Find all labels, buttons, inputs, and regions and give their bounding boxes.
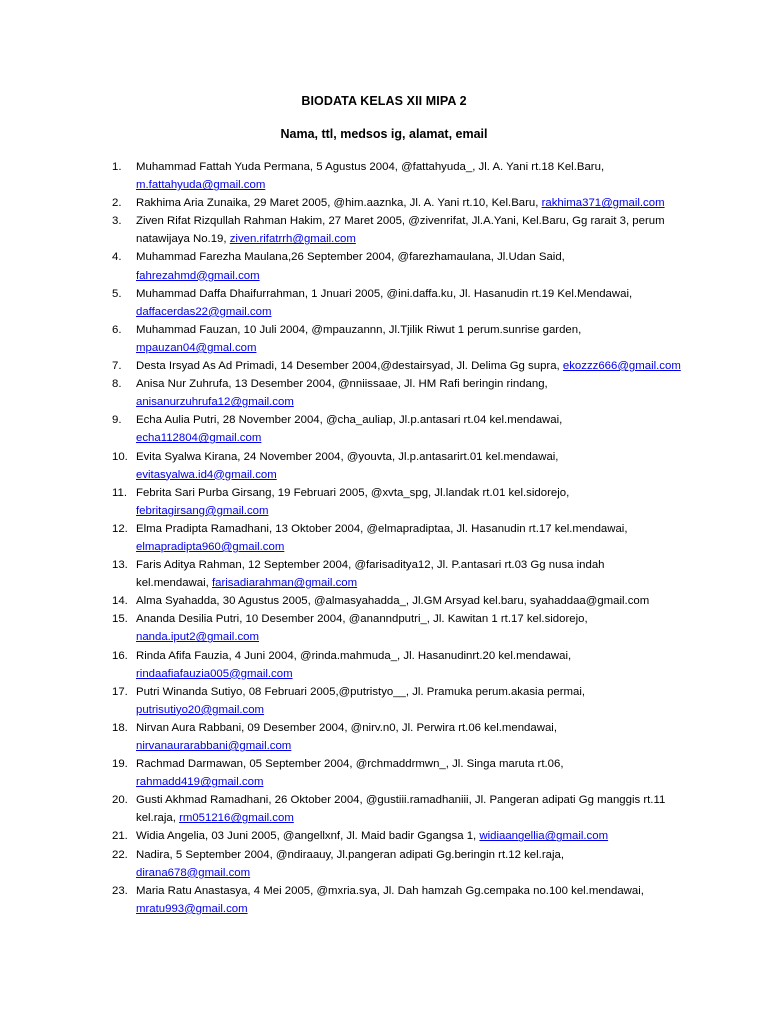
email-link[interactable]: rahmadd419@gmail.com [136, 776, 264, 789]
list-item [0, 683, 768, 719]
list-item-line [136, 248, 688, 266]
list-item-line [136, 303, 688, 321]
list-item-text: Muhammad Fattah Yuda Permana, 5 Agustus 2004, @fattahyuda_, Jl. A. Yani rt.18 Kel.Baru, [136, 161, 605, 173]
list-item [0, 448, 768, 484]
email-link[interactable]: widiaangellia@gmail.com [479, 830, 609, 843]
list-item [0, 556, 768, 592]
list-item-line [136, 574, 688, 592]
list-item-text: Rachmad Darmawan, 05 September 2004, @rchmaddrmwn_, Jl. Singa maruta rt.06, [136, 758, 564, 771]
list-item-line [136, 230, 688, 248]
list-item-line [136, 393, 688, 411]
list-item-line [136, 357, 688, 375]
list-item [0, 212, 768, 248]
list-item-line [136, 556, 688, 574]
list-item-text: kel.raja, [136, 812, 180, 825]
list-item-number: 9. [112, 414, 122, 427]
list-item [0, 357, 768, 375]
email-link[interactable]: nanda.iput2@gmail.com [136, 631, 260, 644]
list-item-text: Maria Ratu Anastasya, 4 Mei 2005, @mxria.sya, Jl. Dah hamzah Gg.cempaka no.100 kel.mendawai, [136, 884, 644, 897]
email-link[interactable]: nirvanaurarabbani@gmail.com [136, 740, 292, 752]
list-item-number: 18. [112, 721, 128, 734]
list-item-number: 4. [112, 251, 122, 264]
list-item-number: 6. [112, 323, 122, 336]
list-item-line [136, 882, 688, 900]
list-item-number: 17. [112, 685, 128, 698]
list-item-number: 10. [112, 450, 128, 463]
list-item-number: 13. [112, 559, 128, 572]
list-item-line [136, 610, 688, 628]
document-subtitle: Nama, ttl, medsos ig, alamat, email [280, 127, 488, 141]
list-item-text: Gusti Akhmad Ramadhani, 26 Oktober 2004, @gustiii.ramadhaniii, Jl. Pangeran adipati Gg manggis rt.11 [136, 794, 666, 807]
list-item-number: 5. [112, 287, 122, 300]
list-item-text: Putri Winanda Sutiyo, 08 Februari 2005,@putristyo__, Jl. Pramuka perum.akasia permai, [136, 685, 586, 698]
list-item-line [136, 791, 688, 809]
list-item-number: 22. [112, 848, 128, 861]
list-item [0, 592, 768, 610]
list-item-text: Febrita Sari Purba Girsang, 19 Februari 2005, @xvta_spg, Jl.landak rt.01 kel.sidorejo, [136, 486, 570, 499]
list-item-number: 19. [112, 758, 128, 771]
list-item-number: 2. [112, 197, 122, 210]
list-item-line [136, 665, 688, 683]
list-item-line [136, 212, 688, 230]
list-item [0, 194, 768, 212]
list-item [0, 248, 768, 284]
list-item-text: Faris Aditya Rahman, 12 September 2004, @farisaditya12, Jl. P.antasari rt.03 Gg nusa indah [136, 559, 605, 572]
list-item-line [136, 285, 688, 303]
list-item-number: 16. [112, 649, 128, 662]
list-item [0, 375, 768, 411]
email-link[interactable]: elmapradipta960@gmail.com [136, 540, 285, 553]
list-item-line [136, 448, 688, 466]
list-item-text: Evita Syalwa Kirana, 24 November 2004, @youvta, Jl.p.antasarirt.01 kel.mendawai, [136, 450, 559, 463]
list-item-text: Desta Irsyad As Ad Primadi, 14 Desember 2004,@destairsyad, Jl. Delima Gg supra, [136, 360, 563, 373]
list-item [0, 158, 768, 194]
list-item-line [136, 502, 688, 520]
list-item-line [136, 900, 688, 918]
list-item-number: 15. [112, 613, 128, 626]
list-item-number: 14. [112, 595, 128, 608]
list-item-text: kel.mendawai, [136, 577, 212, 590]
email-link[interactable]: m.fattahyuda@gmail.com [136, 179, 266, 192]
list-item-line [136, 827, 688, 845]
list-item-line [136, 194, 688, 212]
list-item-line [136, 484, 688, 502]
list-item-number: 8. [112, 378, 122, 391]
list-item-number: 7. [112, 360, 122, 373]
list-item [0, 791, 768, 827]
list-item [0, 321, 768, 357]
list-item-number: 1. [112, 161, 122, 173]
email-link[interactable]: rm051216@gmail.com [179, 812, 294, 825]
list-item [0, 285, 768, 321]
email-link[interactable]: febritagirsang@gmail.com [136, 504, 269, 517]
list-item-text: Muhammad Daffa Dhaifurrahman, 1 Jnuari 2005, @ini.daffa.ku, Jl. Hasanudin rt.19 Kel.Mendawai, [136, 287, 633, 300]
list-item-line [136, 755, 688, 773]
list-item-number: 3. [112, 215, 122, 228]
list-item-line [136, 429, 688, 447]
email-link[interactable]: ekozzz666@gmail.com [562, 360, 681, 373]
list-item [0, 647, 768, 683]
list-item-text: Elma Pradipta Ramadhani, 13 Oktober 2004, @elmapradiptaa, Jl. Hasanudin rt.17 kel.mendawai, [136, 522, 628, 535]
list-item-line [136, 701, 688, 719]
list-item [0, 755, 768, 791]
email-link[interactable]: dirana678@gmail.com [136, 866, 251, 879]
email-link[interactable]: rakhima371@gmail.com [541, 197, 665, 210]
email-text: syahaddaa@gmail.com [530, 595, 650, 608]
list-item-text: Anisa Nur Zuhrufa, 13 Desember 2004, @nniissaae, Jl. HM Rafi beringin rindang, [136, 378, 548, 391]
list-item-line [136, 592, 688, 610]
list-item-number: 11. [112, 486, 127, 499]
list-item-line [136, 538, 688, 556]
list-item-line [136, 864, 688, 882]
list-item [0, 827, 768, 845]
list-item-line [136, 158, 688, 176]
email-link[interactable]: anisanurzuhrufa12@gmail.com [136, 396, 294, 409]
list-item-line [136, 375, 688, 393]
list-item [0, 610, 768, 646]
list-item-text: Alma Syahadda, 30 Agustus 2005, @almasyahadda_, Jl.GM Arsyad kel.baru, [136, 595, 531, 608]
list-item-number: 21. [112, 830, 128, 843]
list-item-line [136, 339, 688, 357]
list-item [0, 846, 768, 882]
email-link[interactable]: echa112804@gmail.com [136, 432, 262, 445]
list-item-line [136, 683, 688, 701]
email-link[interactable]: daffacerdas22@gmail.com [136, 305, 272, 318]
email-link[interactable]: rindaafiafauzia005@gmail.com [136, 667, 293, 680]
list-item-text: Echa Aulia Putri, 28 November 2004, @cha_auliap, Jl.p.antasari rt.04 kel.mendawai, [136, 414, 563, 427]
list-item-line [136, 737, 688, 755]
list-item-text: Muhammad Fauzan, 10 Juli 2004, @mpauzannn, Jl.Tjilik Riwut 1 perum.sunrise garden, [136, 323, 582, 336]
list-item-line [136, 267, 688, 285]
list-item-text: Ziven Rifat Rizqullah Rahman Hakim, 27 Maret 2005, @zivenrifat, Jl.A.Yani, Kel.Baru, Gg rarait 3, perum [136, 215, 665, 228]
list-item-line [136, 411, 688, 429]
list-item-line [136, 773, 688, 791]
list-item-text: natawijaya No.19, [136, 233, 230, 246]
document-title: BIODATA KELAS XII MIPA 2 [301, 94, 467, 108]
list-item-line [136, 520, 688, 538]
list-item-line [136, 846, 688, 864]
list-item [0, 719, 768, 755]
list-item-text: Muhammad Farezha Maulana,26 September 2004, @farezhamaulana, Jl.Udan Said, [136, 251, 565, 264]
list-item-text: Widia Angelia, 03 Juni 2005, @angellxnf, Jl. Maid badir Ggangsa 1, [136, 830, 480, 843]
email-link[interactable]: mpauzan04@gmal.com [136, 341, 257, 354]
email-link[interactable]: putrisutiyo20@gmail.com [136, 703, 265, 716]
list-item-line [136, 809, 688, 827]
list-item-text: Rakhima Aria Zunaika, 29 Maret 2005, @him.aaznka, Jl. A. Yani rt.10, Kel.Baru, [136, 197, 542, 210]
email-link[interactable]: fahrezahmd@gmail.com [136, 269, 260, 282]
biodata-list [0, 158, 768, 918]
list-item-number: 20. [112, 794, 128, 807]
email-link[interactable]: evitasyalwa.id4@gmail.com [136, 468, 277, 481]
list-item [0, 882, 768, 918]
list-item-line [136, 647, 688, 665]
email-link[interactable]: mratu993@gmail.com [136, 902, 248, 915]
list-item [0, 484, 768, 520]
list-item-text: Nadira, 5 September 2004, @ndiraauy, Jl.pangeran adipati Gg.beringin rt.12 kel.raja, [136, 848, 564, 861]
email-link[interactable]: farisadiarahman@gmail.com [211, 577, 358, 590]
list-item [0, 411, 768, 447]
list-item-number: 12. [112, 522, 128, 535]
list-item-text: Rinda Afifa Fauzia, 4 Juni 2004, @rinda.mahmuda_, Jl. Hasanudinrt.20 kel.mendawai, [136, 649, 572, 662]
list-item-number: 23. [112, 884, 128, 897]
list-item-line [136, 176, 688, 194]
list-item-line [136, 466, 688, 484]
list-item-line [136, 719, 688, 737]
list-item-text: Nirvan Aura Rabbani, 09 Desember 2004, @nirv.n0, Jl. Perwira rt.06 kel.mendawai, [136, 721, 557, 734]
list-item-text: Ananda Desilia Putri, 10 Desember 2004, @ananndputri_, Jl. Kawitan 1 rt.17 kel.sidorejo, [136, 613, 588, 626]
list-item-line [136, 321, 688, 339]
list-item-line [136, 628, 688, 646]
list-item [0, 520, 768, 556]
email-link[interactable]: ziven.rifatrrh@gmail.com [229, 233, 356, 246]
